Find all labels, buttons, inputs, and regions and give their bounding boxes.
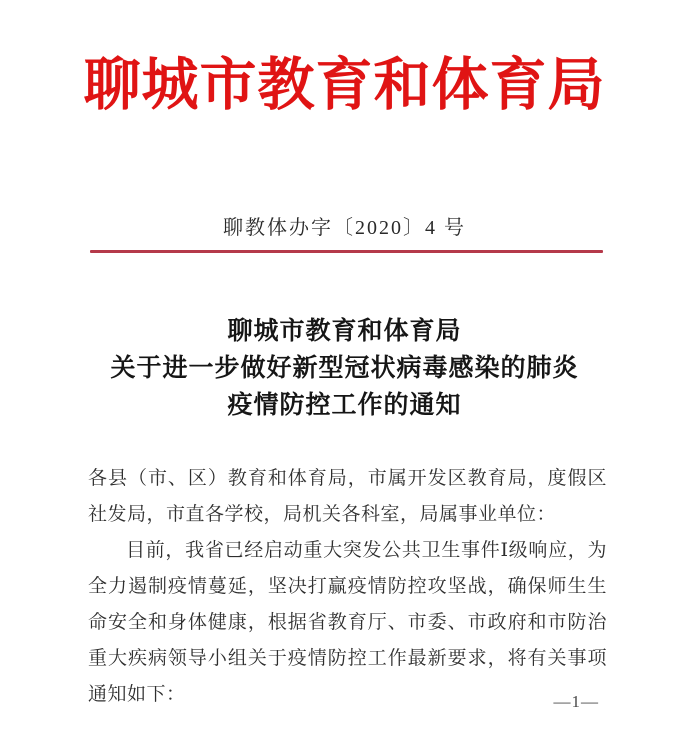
document-number: 聊教体办字〔2020〕4 号 <box>223 217 466 239</box>
title-line-2: 关于进一步做好新型冠状病毒感染的肺炎 <box>110 355 579 382</box>
red-divider-line <box>90 250 603 253</box>
salutation-line: 各县（市、区）教育和体育局，市属开发区教育局，度假区社发局，市直各学校，局机关各科室，局属事业单位： <box>88 468 607 525</box>
document-body <box>88 461 607 713</box>
letterhead-agency-name: 聊城市教育和体育局 <box>83 54 606 117</box>
title-line-3: 疫情防控工作的通知 <box>227 392 462 419</box>
title-line-1: 聊城市教育和体育局 <box>227 318 462 345</box>
page-number: —1— <box>553 692 599 711</box>
document-title <box>0 313 689 424</box>
body-paragraph: 目前，我省已经启动重大突发公共卫生事件Ⅰ级响应，为全力遏制疫情蔓延，坚决打赢疫情防控攻坚战，确保师生生命安全和身体健康，根据省教育厅、市委、市政府和市防治重大疾病领导小组关于疫情防控工作最新要求，将有关事项通知如下： <box>88 540 607 705</box>
